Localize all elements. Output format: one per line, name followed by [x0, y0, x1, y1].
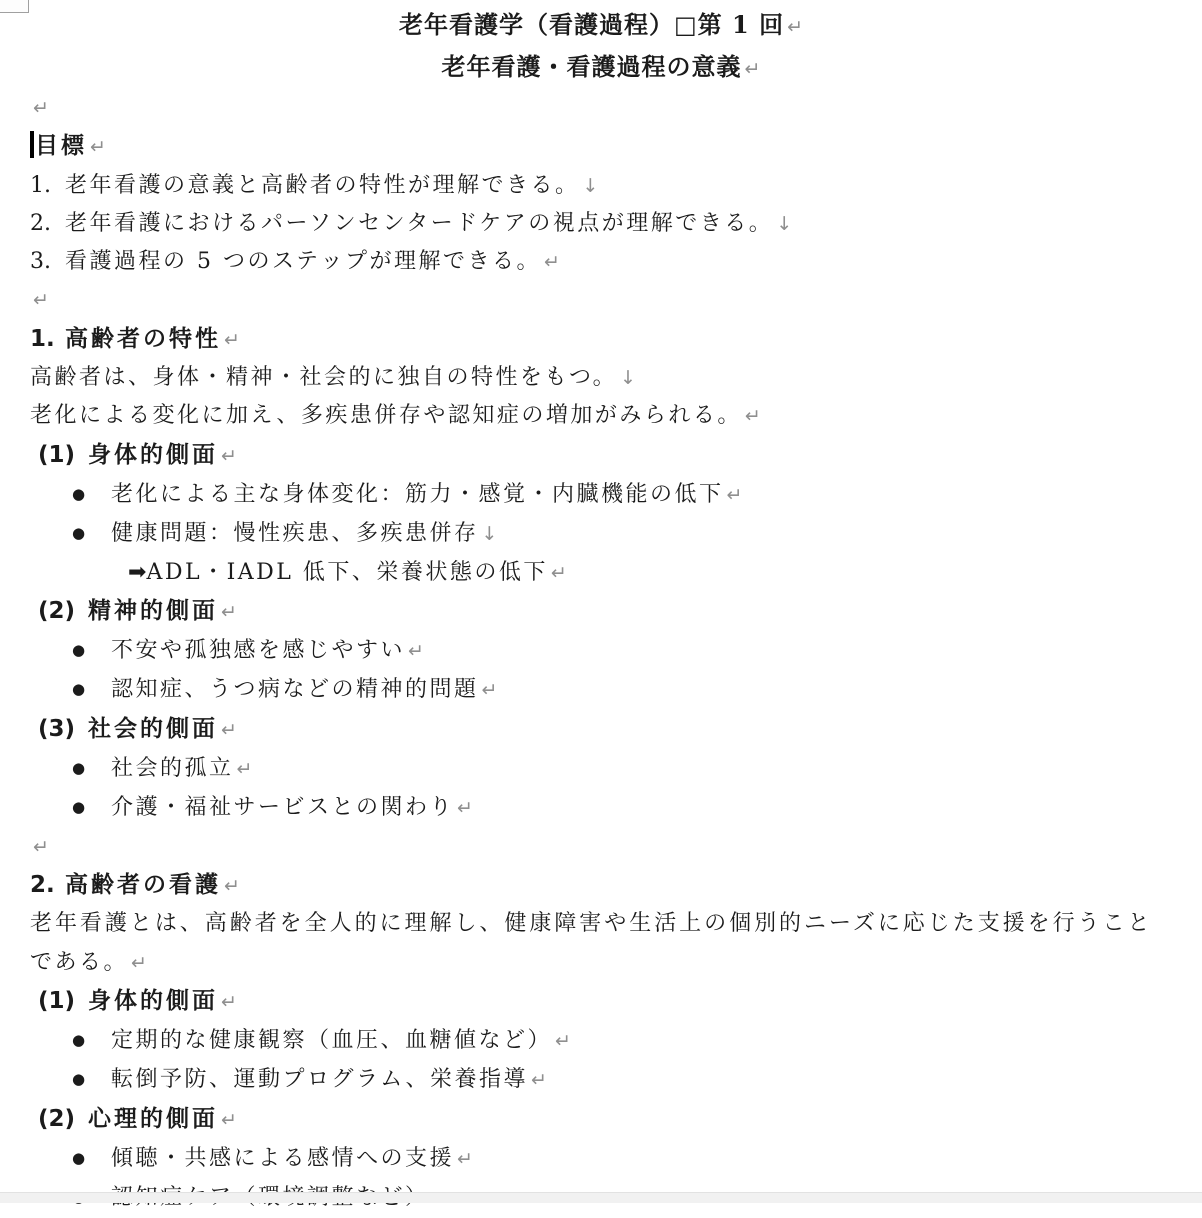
bullet-icon: ●: [72, 759, 86, 778]
line-text: 心理的側面: [88, 1105, 218, 1132]
paragraph-mark: ↵: [221, 600, 237, 623]
paragraph-mark: ↵: [221, 718, 237, 741]
paragraph-mark: ↵: [530, 1069, 547, 1092]
line-text: 定期的な健康観察（血圧、血糖値など）: [111, 1028, 553, 1054]
document-line-bullet[interactable]: [72, 631, 1202, 670]
line-text: 看護過程の 5 つのステップが理解できる。: [65, 249, 542, 275]
paragraph-mark: ↵: [787, 16, 803, 38]
document-line-bullet[interactable]: [72, 749, 1202, 788]
document-line-subheading[interactable]: [38, 1100, 1202, 1139]
paragraph-mark: ↵: [221, 1108, 237, 1131]
line-text: 高齢者の看護: [65, 871, 221, 898]
paragraph-mark: ↵: [744, 58, 761, 80]
line-text: 健康問題：慢性疾患、多疾患併存: [111, 521, 479, 547]
list-number: (1): [38, 441, 76, 468]
line-text: 高齢者は、身体・精神・社会的に独自の特性をもつ。: [30, 365, 618, 391]
document-line-bullet[interactable]: [72, 1139, 1202, 1178]
text-cursor: [30, 131, 34, 158]
right-arrow-icon: ➡: [128, 559, 147, 585]
line-text: 高齢者の特性: [65, 325, 221, 352]
document-line-bullet[interactable]: [72, 514, 1202, 553]
page-edge-strip: [0, 1192, 1202, 1203]
paragraph-mark: ↵: [550, 561, 567, 584]
line-text: 介護・福祉サービスとの関わり: [111, 795, 455, 821]
document-line-body[interactable]: [30, 359, 1202, 397]
list-number: (2): [38, 597, 76, 624]
document-line-subheading[interactable]: [38, 592, 1202, 631]
paragraph-mark: ↵: [224, 874, 240, 897]
bullet-icon: ●: [72, 641, 86, 660]
bullet-icon: ●: [72, 484, 86, 503]
line-text: 老年看護・看護過程の意義: [441, 52, 742, 81]
document-line-heading[interactable]: [30, 866, 1202, 905]
line-text: 傾聴・共感による感情への支援: [111, 1146, 455, 1172]
document-line-numbered[interactable]: [30, 167, 1202, 205]
document-line-paragraph[interactable]: [30, 905, 1152, 982]
line-text: 転倒予防、運動プログラム、栄養指導: [111, 1067, 528, 1093]
paragraph-mark: ↵: [33, 97, 49, 119]
list-number: 1.: [30, 325, 55, 352]
paragraph-mark: ↵: [481, 679, 498, 702]
document-line-empty[interactable]: [30, 828, 1202, 866]
document-line-bullet[interactable]: [72, 1060, 1202, 1099]
paragraph-mark: ↵: [221, 444, 237, 467]
line-text: 認知症、うつ病などの精神的問題: [111, 677, 479, 703]
line-text: 身体的側面: [88, 441, 218, 468]
document-line-numbered[interactable]: [30, 243, 1202, 281]
line-text: 老年看護とは、高齢者を全人的に理解し、健康障害や生活上の個別的ニーズに応じた支援を行うことである。: [30, 911, 1152, 975]
line-text: 身体的側面: [88, 987, 218, 1014]
paragraph-mark: ↵: [236, 758, 253, 781]
document-line-empty[interactable]: [30, 89, 1202, 127]
bullet-icon: ●: [72, 524, 86, 543]
document-line-bullet[interactable]: [72, 670, 1202, 709]
document-line-empty[interactable]: [30, 281, 1202, 319]
paragraph-mark: ↵: [408, 640, 424, 663]
list-number: 2.: [30, 210, 51, 236]
bullet-icon: ●: [72, 798, 86, 817]
line-text: 社会的孤立: [111, 756, 234, 782]
document-line-heading[interactable]: [30, 127, 1202, 166]
document-line-bullet[interactable]: [72, 788, 1202, 827]
line-text: 老年看護学（看護過程）□第 1 回: [398, 10, 785, 39]
list-number: 2.: [30, 871, 55, 898]
document-line-bullet[interactable]: [72, 1021, 1202, 1060]
line-break-mark: ↓: [481, 523, 498, 546]
line-break-mark: ↓: [620, 367, 637, 390]
document-line-body[interactable]: [30, 397, 1202, 435]
document-line-title[interactable]: [0, 5, 1202, 47]
document-line-subheading[interactable]: [38, 710, 1202, 749]
line-text: 不安や孤独感を感じやすい: [111, 638, 406, 664]
paragraph-mark: ↵: [726, 483, 743, 506]
paragraph-mark: ↵: [457, 797, 473, 820]
line-text: 老化による主な身体変化：筋力・感覚・内臓機能の低下: [111, 481, 724, 507]
bullet-icon: ●: [72, 1031, 86, 1050]
paragraph-mark: ↵: [555, 1030, 571, 1053]
document-line-heading[interactable]: [30, 320, 1202, 359]
line-text: 老化による変化に加え、多疾患併存や認知症の増加がみられる。: [30, 403, 742, 429]
line-break-mark: ↓: [776, 212, 793, 235]
line-text: 老年看護の意義と高齢者の特性が理解できる。: [65, 172, 580, 198]
document-line-subheading[interactable]: [38, 436, 1202, 475]
document-line-title[interactable]: [0, 47, 1202, 89]
line-text: 社会的側面: [88, 715, 218, 742]
list-number: 1.: [30, 172, 51, 198]
line-break-mark: ↓: [582, 174, 599, 197]
list-number: 3.: [30, 249, 51, 275]
document-line-numbered[interactable]: [30, 205, 1202, 243]
paragraph-mark: ↵: [224, 328, 240, 351]
paragraph-mark: ↵: [90, 136, 106, 159]
paragraph-mark: ↵: [457, 1148, 473, 1171]
paragraph-mark: ↵: [33, 835, 49, 858]
bullet-icon: ●: [72, 1149, 86, 1168]
paragraph-mark: ↵: [131, 951, 147, 974]
line-text: 目標: [35, 133, 87, 160]
list-number: (1): [38, 987, 76, 1014]
paragraph-mark: ↵: [544, 251, 560, 274]
bullet-icon: ●: [72, 1070, 86, 1089]
line-text: 老年看護におけるパーソンセンタードケアの視点が理解できる。: [65, 210, 774, 236]
paragraph-mark: ↵: [221, 990, 237, 1013]
paragraph-mark: ↵: [33, 289, 49, 312]
bullet-icon: ●: [72, 680, 86, 699]
list-number: (2): [38, 1105, 76, 1132]
line-text: ADL・IADL 低下、栄養状態の低下: [146, 559, 548, 585]
list-number: (3): [38, 715, 76, 742]
document-line-subline[interactable]: [128, 554, 1202, 592]
document-line-subheading[interactable]: [38, 982, 1202, 1021]
document-line-bullet[interactable]: [72, 475, 1202, 514]
line-text: 精神的側面: [88, 597, 218, 624]
paragraph-mark: ↵: [744, 405, 761, 428]
